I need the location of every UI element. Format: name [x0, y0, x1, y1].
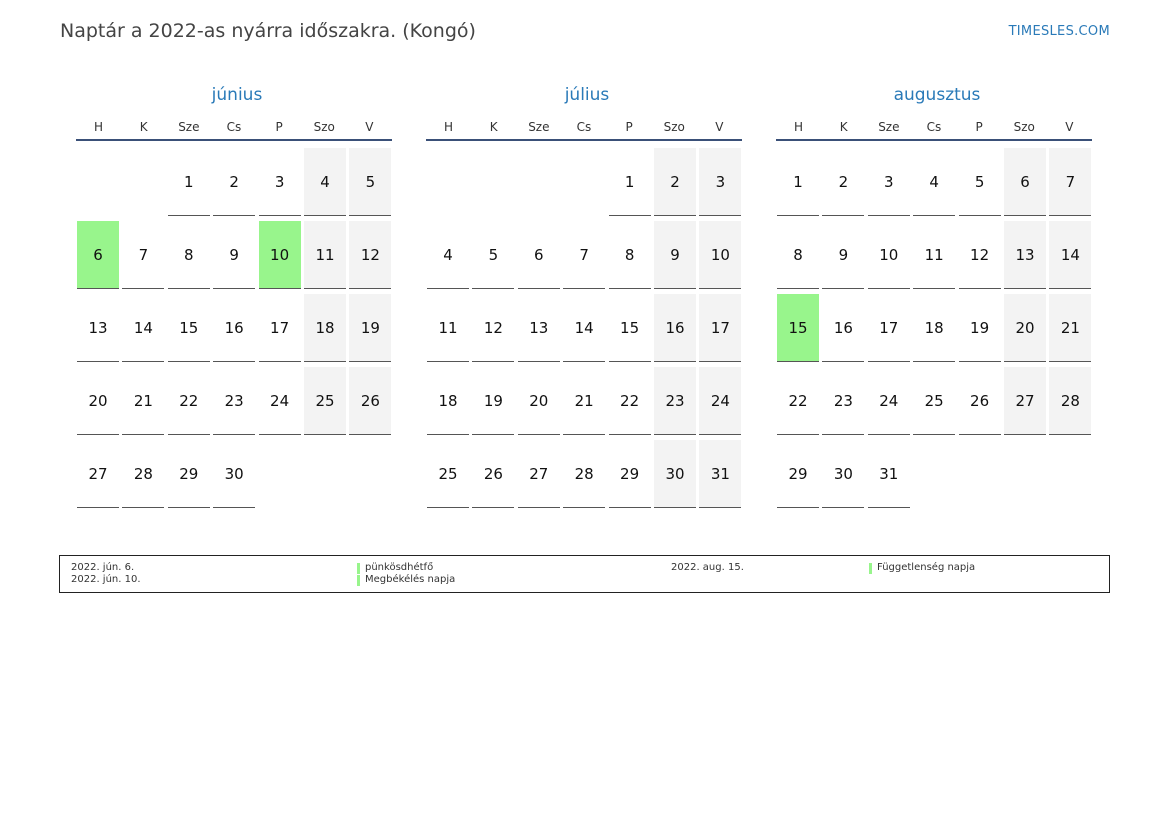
day-cell: 2: [822, 148, 864, 216]
day-cell: 22: [609, 367, 651, 435]
day-cell: 25: [913, 367, 955, 435]
legend-date: 2022. jún. 10.: [71, 574, 141, 585]
weekday-label: K: [839, 120, 848, 134]
day-cell: 14: [122, 294, 164, 362]
weekday-label: Cs: [226, 120, 242, 134]
weekday-header: [776, 115, 1092, 141]
day-cell: 24: [699, 367, 741, 435]
day-cell: 2: [654, 148, 696, 216]
day-cell: 28: [122, 440, 164, 508]
legend-date: 2022. aug. 15.: [671, 562, 744, 573]
day-cell: 1: [777, 148, 819, 216]
day-cell: 1: [168, 148, 210, 216]
day-cell: 13: [1004, 221, 1046, 289]
legend-date: 2022. jún. 6.: [71, 562, 135, 573]
weekday-label: Szo: [313, 120, 335, 134]
day-cell: 18: [427, 367, 469, 435]
holiday-day-cell: 10: [259, 221, 301, 289]
weekday-label: V: [1065, 120, 1074, 134]
holiday-marker: [869, 563, 872, 574]
day-cell: 3: [868, 148, 910, 216]
weekday-label: P: [975, 120, 983, 134]
day-cell: 20: [518, 367, 560, 435]
day-cell: 8: [609, 221, 651, 289]
day-cell: 21: [563, 367, 605, 435]
site-link[interactable]: TIMESLES.COM: [1008, 24, 1110, 39]
day-cell: 20: [1004, 294, 1046, 362]
day-cell: 4: [427, 221, 469, 289]
weekday-label: H: [94, 120, 104, 134]
day-cell: 4: [913, 148, 955, 216]
holiday-day-cell: 15: [777, 294, 819, 362]
legend-holiday-name: pünkösdhétfő: [365, 562, 434, 573]
day-cell: 5: [472, 221, 514, 289]
day-cell: 11: [427, 294, 469, 362]
month-july: [427, 84, 747, 483]
day-cell: 26: [959, 367, 1001, 435]
day-cell: 17: [699, 294, 741, 362]
day-cell: 16: [822, 294, 864, 362]
day-cell: 7: [122, 221, 164, 289]
day-cell: 29: [609, 440, 651, 508]
day-cell: 3: [699, 148, 741, 216]
day-cell: 21: [1049, 294, 1091, 362]
day-cell: 7: [1049, 148, 1091, 216]
day-cell: 9: [654, 221, 696, 289]
day-cell: 22: [777, 367, 819, 435]
day-cell: 18: [913, 294, 955, 362]
weekday-label: V: [365, 120, 374, 134]
day-cell: 12: [349, 221, 391, 289]
day-cell: 4: [304, 148, 346, 216]
month-name: július: [564, 85, 610, 105]
day-cell: 15: [609, 294, 651, 362]
day-cell: 5: [349, 148, 391, 216]
holiday-day-cell: 6: [77, 221, 119, 289]
day-cell: 24: [868, 367, 910, 435]
day-cell: 13: [518, 294, 560, 362]
weekday-label: P: [625, 120, 633, 134]
day-cell: 10: [868, 221, 910, 289]
day-cell: 14: [563, 294, 605, 362]
weekday-header: [426, 115, 742, 141]
page-title: Naptár a 2022-as nyárra időszakra. (Kongó): [60, 20, 476, 42]
day-cell: 15: [168, 294, 210, 362]
day-cell: 14: [1049, 221, 1091, 289]
day-cell: 12: [472, 294, 514, 362]
day-cell: 16: [213, 294, 255, 362]
day-cell: 9: [213, 221, 255, 289]
day-cell: 12: [959, 221, 1001, 289]
day-cell: 19: [959, 294, 1001, 362]
day-cell: 16: [654, 294, 696, 362]
day-cell: 6: [1004, 148, 1046, 216]
day-cell: 27: [518, 440, 560, 508]
day-cell: 31: [699, 440, 741, 508]
month-name: augusztus: [893, 85, 981, 105]
weekday-label: H: [794, 120, 804, 134]
weekday-label: Sze: [528, 120, 550, 134]
month-august: [777, 84, 1097, 483]
weekday-label: Sze: [178, 120, 200, 134]
weekday-label: P: [275, 120, 283, 134]
day-cell: 25: [427, 440, 469, 508]
day-cell: 31: [868, 440, 910, 508]
weekday-label: K: [139, 120, 148, 134]
day-cell: 7: [563, 221, 605, 289]
day-cell: 30: [213, 440, 255, 508]
day-cell: 24: [259, 367, 301, 435]
day-cell: 9: [822, 221, 864, 289]
day-cell: 10: [699, 221, 741, 289]
day-cell: 18: [304, 294, 346, 362]
day-cell: 17: [868, 294, 910, 362]
day-cell: 28: [563, 440, 605, 508]
day-cell: 19: [349, 294, 391, 362]
day-cell: 3: [259, 148, 301, 216]
day-cell: 29: [777, 440, 819, 508]
day-cell: 11: [913, 221, 955, 289]
day-cell: 1: [609, 148, 651, 216]
legend-holiday-name: Függetlenség napja: [877, 562, 976, 573]
day-cell: 23: [822, 367, 864, 435]
weekday-label: Cs: [926, 120, 942, 134]
weekday-label: Sze: [878, 120, 900, 134]
day-cell: 22: [168, 367, 210, 435]
day-cell: 2: [213, 148, 255, 216]
day-cell: 13: [77, 294, 119, 362]
day-cell: 20: [77, 367, 119, 435]
holiday-legend: [59, 555, 1110, 593]
day-cell: 11: [304, 221, 346, 289]
weekday-label: Szo: [1013, 120, 1035, 134]
month-june: [77, 84, 397, 483]
day-cell: 23: [213, 367, 255, 435]
weekday-label: K: [489, 120, 498, 134]
day-cell: 8: [777, 221, 819, 289]
weekday-label: H: [444, 120, 454, 134]
day-cell: 30: [654, 440, 696, 508]
weekday-header: [76, 115, 392, 141]
day-cell: 5: [959, 148, 1001, 216]
day-cell: 8: [168, 221, 210, 289]
day-cell: 17: [259, 294, 301, 362]
holiday-marker: [357, 563, 360, 574]
weekday-label: V: [715, 120, 724, 134]
day-cell: 26: [349, 367, 391, 435]
day-cell: 23: [654, 367, 696, 435]
day-cell: 27: [77, 440, 119, 508]
day-cell: 25: [304, 367, 346, 435]
day-cell: 27: [1004, 367, 1046, 435]
legend-holiday-name: Megbékélés napja: [365, 574, 456, 585]
day-cell: 6: [518, 221, 560, 289]
day-cell: 21: [122, 367, 164, 435]
day-cell: 30: [822, 440, 864, 508]
month-name: június: [211, 85, 263, 105]
holiday-marker: [357, 575, 360, 586]
day-cell: 26: [472, 440, 514, 508]
day-cell: 19: [472, 367, 514, 435]
weekday-label: Cs: [576, 120, 592, 134]
day-cell: 29: [168, 440, 210, 508]
weekday-label: Szo: [663, 120, 685, 134]
day-cell: 28: [1049, 367, 1091, 435]
